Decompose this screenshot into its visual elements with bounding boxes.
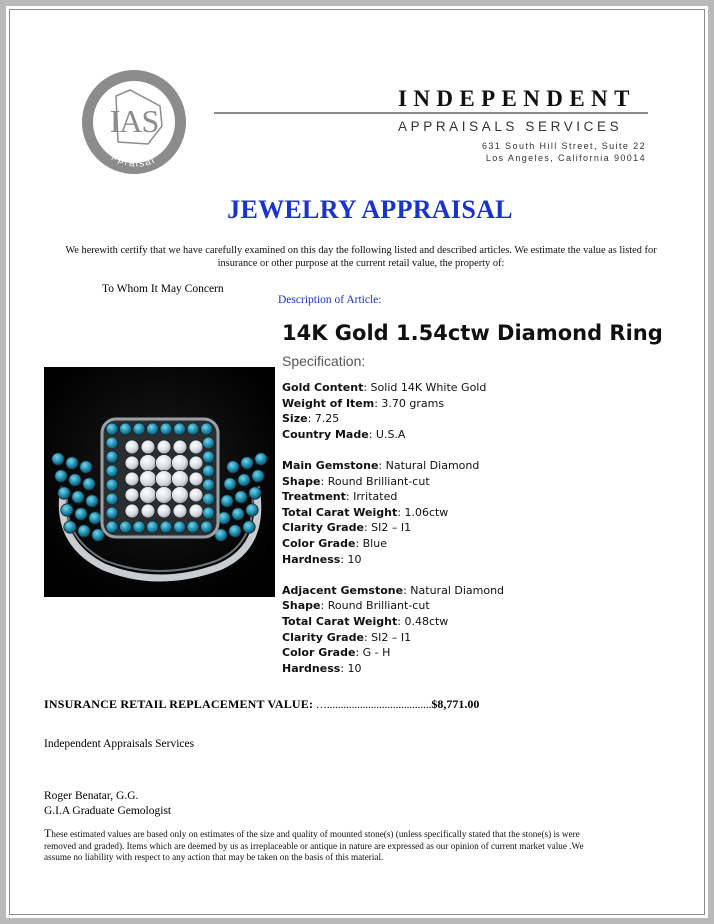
spec-main-color xyxy=(282,536,504,552)
signer-name: Roger Benatar, G.G. xyxy=(44,790,139,802)
spec-adjacent-hardness xyxy=(282,661,504,677)
description-label: Description of Article: xyxy=(278,294,382,306)
insurance-value-line xyxy=(44,697,479,712)
spec-gold-content xyxy=(282,380,504,396)
spec-label: Total Carat Weight xyxy=(282,505,398,519)
spec-label: Size xyxy=(282,412,308,426)
spec-value: : 10 xyxy=(340,552,362,566)
disclaimer-drop-cap: T xyxy=(44,826,52,840)
spec-label: Color Grade xyxy=(282,536,356,550)
spec-adjacent-clarity xyxy=(282,630,504,646)
spec-value: : Natural Diamond xyxy=(378,458,480,472)
spec-main-shape xyxy=(282,474,504,490)
spec-country xyxy=(282,427,504,443)
ias-logo xyxy=(78,66,190,178)
signer-title: G.I.A Graduate Gemologist xyxy=(44,805,172,817)
spec-label: Main Gemstone xyxy=(282,458,379,472)
spec-adjacent-gemstone xyxy=(282,583,504,599)
item-title: 14K Gold 1.54ctw Diamond Ring xyxy=(282,321,663,345)
company-name: INDEPENDENT xyxy=(398,86,636,111)
spec-value: : SI2 – I1 xyxy=(363,521,412,535)
svg-text:Appraisal: Appraisal xyxy=(104,145,158,170)
spec-value: : G - H xyxy=(355,646,391,660)
spec-value: : 3.70 grams xyxy=(374,396,445,410)
certification-intro: We herewith certify that we have carefully examined on this day the following listed and described articles. We estimate the value as listed for insurance or other purpose at the current retail value, the property of: xyxy=(65,245,657,269)
signature-company: Independent Appraisals Services xyxy=(44,738,195,750)
spec-adjacent-color xyxy=(282,645,504,661)
spec-value: : Solid 14K White Gold xyxy=(363,381,487,394)
logo-seal-icon xyxy=(78,66,190,178)
spec-main-treatment xyxy=(282,489,504,505)
spec-adjacent-shape xyxy=(282,598,504,614)
spec-value: : Natural Diamond xyxy=(403,583,505,597)
spec-adjacent-total-carat xyxy=(282,614,504,630)
spec-main-hardness xyxy=(282,552,504,568)
spec-label: Weight of Item xyxy=(282,396,375,410)
spec-weight xyxy=(282,396,504,412)
spec-value: : SI2 – I1 xyxy=(363,630,412,644)
spec-label: Shape xyxy=(282,599,321,613)
disclaimer-text: hese estimated values are based only on estimates of the size and quality of mounted stone(s) (unless specifically stated that the stone(s) is were removed and graded). Items which are deemed by us as irreplaceable or antique in nature are expressed as our opinion of current market value .We assume no liability with respect to any action that may be taken on the basis of this material. xyxy=(44,829,584,863)
spec-value: : Round Brilliant-cut xyxy=(320,599,430,613)
spec-label: Gold Content xyxy=(282,381,364,394)
specification-list xyxy=(282,380,504,676)
company-subtitle: APPRAISALS SERVICES xyxy=(398,119,623,134)
spec-label: Country Made xyxy=(282,427,369,441)
spec-spacer xyxy=(282,567,504,583)
spec-value: : Irritated xyxy=(345,490,398,504)
insurance-value-leader: …...................................... xyxy=(313,699,432,711)
ring-photo xyxy=(44,367,275,597)
spec-size xyxy=(282,411,504,427)
insurance-value-label: INSURANCE RETAIL REPLACEMENT VALUE: xyxy=(44,697,314,711)
spec-label: Hardness xyxy=(282,552,341,566)
spec-label: Adjacent Gemstone xyxy=(282,583,404,597)
disclaimer xyxy=(44,828,584,864)
spec-main-gemstone xyxy=(282,458,504,474)
spec-main-clarity xyxy=(282,520,504,536)
spec-label: Clarity Grade xyxy=(282,521,364,535)
address-line-1: 631 South Hill Street, Suite 22 xyxy=(482,141,646,151)
spec-label: Treatment xyxy=(282,490,346,504)
spec-spacer xyxy=(282,442,504,458)
spec-label: Hardness xyxy=(282,661,341,675)
spec-value: : Blue xyxy=(355,536,387,550)
spec-main-total-carat xyxy=(282,505,504,521)
spec-label: Clarity Grade xyxy=(282,630,364,644)
spec-label: Color Grade xyxy=(282,646,356,660)
recipient: To Whom It May Concern xyxy=(102,283,224,295)
diamond-ring-image xyxy=(44,367,275,597)
specification-heading: Specification: xyxy=(282,353,366,369)
spec-label: Total Carat Weight xyxy=(282,614,398,628)
header-divider xyxy=(214,112,648,114)
spec-label: Shape xyxy=(282,474,321,488)
insurance-value-amount: $8,771.00 xyxy=(431,697,480,711)
spec-value: : Round Brilliant-cut xyxy=(320,474,430,488)
address-line-2: Los Angeles, California 90014 xyxy=(485,153,646,163)
svg-text:IAS: IAS xyxy=(109,103,159,139)
spec-value: : 7.25 xyxy=(307,412,340,426)
document-title: JEWELRY APPRAISAL xyxy=(227,195,513,224)
spec-value: : 0.48ctw xyxy=(397,614,449,628)
spec-value: : 10 xyxy=(340,661,362,675)
spec-value: : 1.06ctw xyxy=(397,505,449,519)
spec-value: : U.S.A xyxy=(368,427,406,441)
